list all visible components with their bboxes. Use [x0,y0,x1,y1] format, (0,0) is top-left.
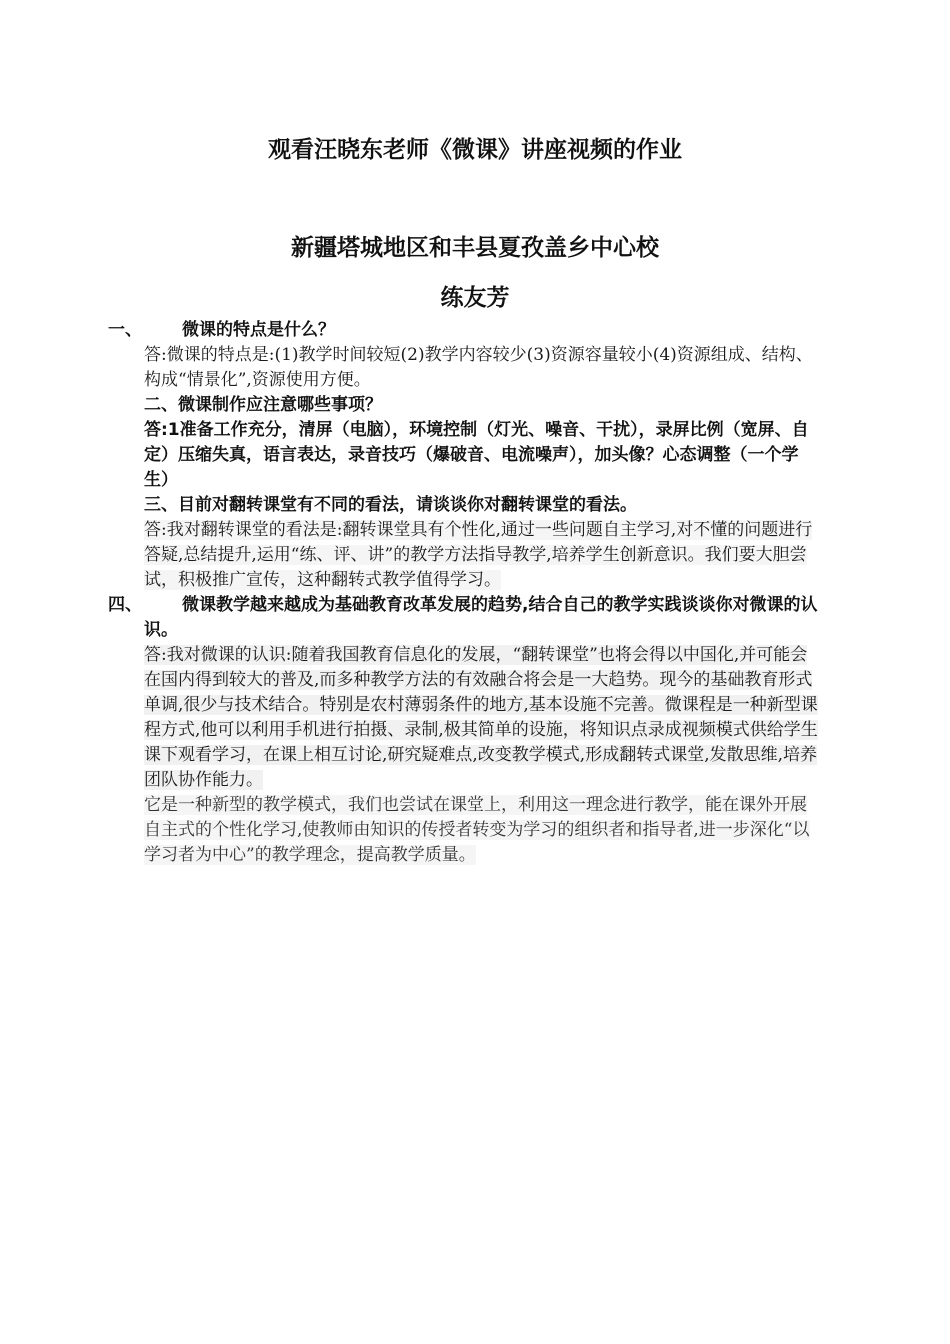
question-1-text: 微课的特点是什么？ [182,320,335,340]
answer-3 [144,518,820,593]
author-name: 练友芳 [440,285,510,311]
answer-4 [144,643,820,793]
question-3 [0,493,950,518]
question-2 [0,393,950,418]
question-4-number: 四、 [108,595,142,615]
question-1-number: 一、 [108,320,142,340]
question-4 [0,593,950,643]
question-4-text: 微课教学越来越成为基础教育改革发展的趋势,结合自己的教学实践谈谈你对微课的认识。 [144,595,818,640]
question-3-text: 三、目前对翻转课堂有不同的看法，请谈谈你对翻转课堂的看法。 [144,495,637,515]
answer-4-continued [144,793,820,868]
answer-2: 答:1准备工作充分，清屏（电脑），环境控制（灯光、噪音、干扰），录屏比例（宽屏、自定）压缩失真，语言表达，录音技巧（爆破音、电流噪声），加头像？心态调整（一个学生） [144,420,809,490]
answer-3-text: 答:我对翻转课堂的看法是:翻转课堂具有个性化,通过一些问题自主学习,对不懂的问题进行答疑,总结提升,运用“练、评、讲”的教学方法指导教学,培养学生创新意识。我们要大胆尝试，积极推广宣传，这种翻转式教学值得学习。 [144,520,813,590]
answer-1: 答:微课的特点是:(1)教学时间较短(2)教学内容较少(3)资源容量较小(4)资源组成、结构、构成“情景化”,资源使用方便。 [144,345,813,390]
question-1 [0,318,950,343]
question-2-text: 二、微课制作应注意哪些事项？ [144,395,382,415]
answer-4-continued-text: 它是一种新型的教学模式，我们也尝试在课堂上，利用这一理念进行教学，能在课外开展自主式的个性化学习,使教师由知识的传授者转变为学习的组织者和指导者,进一步深化“以学习者为中心”的教学理念，提高教学质量。 [144,795,810,865]
school-name: 新疆塔城地区和丰县夏孜盖乡中心校 [291,235,659,261]
document-body [0,318,950,868]
document-title: 观看汪晓东老师《微课》讲座视频的作业 [268,137,682,163]
answer-4-text: 答:我对微课的认识:随着我国教育信息化的发展，“翻转课堂”也将会得以中国化,并可能会在国内得到较大的普及,而多种教学方法的有效融合将会是一大趋势。现今的基础教育形式单调,很少与技术结合。特别是农村薄弱条件的地方,基本设施不完善。微课程是一种新型课程方式,他可以利用手机进行拍摄、录制,极其简单的设施，将知识点录成视频模式供给学生课下观看学习，在课上相互讨论,研究疑难点,改变教学模式,形成翻转式课堂,发散思维,培养团队协作能力。 [144,645,818,790]
